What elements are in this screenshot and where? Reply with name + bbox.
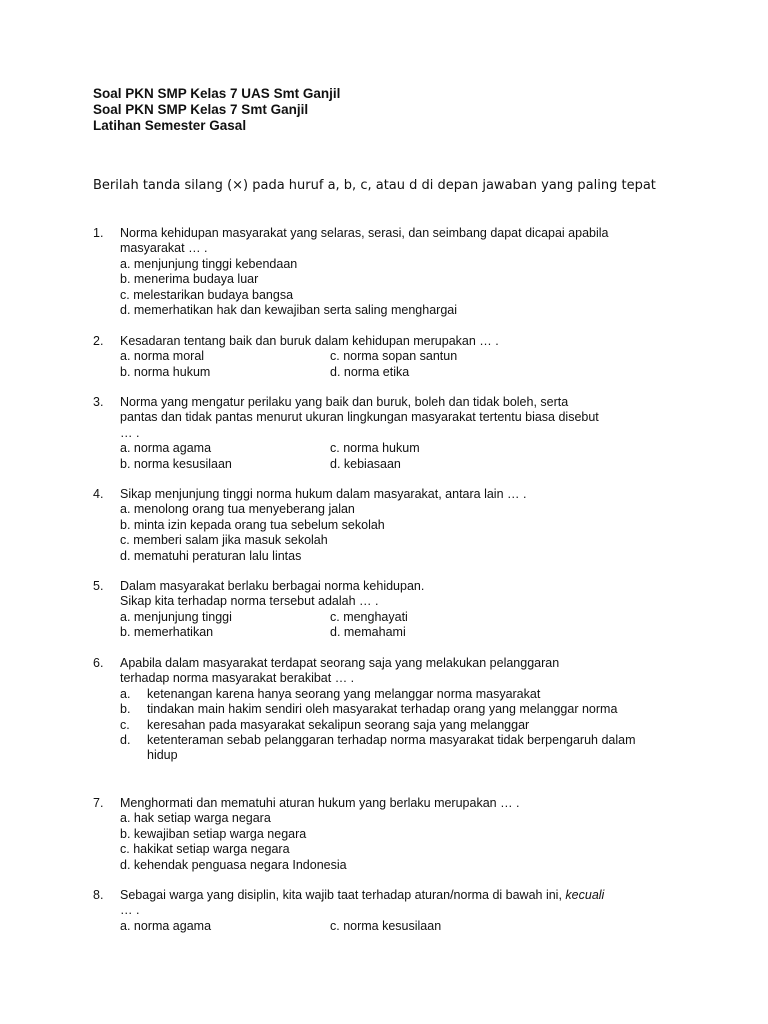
option-a: a. menjunjung tinggi kebendaan <box>120 256 298 271</box>
instruction-text: Berilah tanda silang (×) pada huruf a, b, c, atau d di depan jawaban yang paling tepat <box>93 178 656 193</box>
question-text: Menghormati dan mematuhi aturan hukum yang berlaku merupakan … . <box>120 796 520 810</box>
question-1 <box>93 226 693 318</box>
option-d: d. norma etika <box>330 364 410 379</box>
question-text: … . <box>120 425 140 440</box>
question-5 <box>93 579 693 641</box>
question-number: 7. <box>93 796 104 810</box>
option-b: b. norma kesusilaan <box>120 456 232 471</box>
option-label: c. <box>120 717 130 732</box>
option-d: d. mematuhi peraturan lalu lintas <box>120 548 302 563</box>
header-title-3: Latihan Semester Gasal <box>93 118 247 133</box>
header-title-1: Soal PKN SMP Kelas 7 UAS Smt Ganjil <box>93 86 341 101</box>
option-label: b. <box>120 702 131 717</box>
question-6 <box>93 656 693 764</box>
option-text: ketenteraman sebab pelanggaran terhadap norma masyarakat tidak berpengaruh dalam hidup <box>147 733 636 763</box>
option-c: c. menghayati <box>330 609 408 624</box>
question-text: Kesadaran tentang baik dan buruk dalam kehidupan merupakan … . <box>120 334 499 348</box>
question-text: Dalam masyarakat berlaku berbagai norma kehidupan. <box>120 579 425 593</box>
question-number: 5. <box>93 579 104 593</box>
option-text: tindakan main hakim sendiri oleh masyarakat terhadap orang yang melanggar norma <box>147 702 618 717</box>
option-b: b. norma hukum <box>120 364 211 379</box>
option-a <box>120 687 665 702</box>
option-label: d. <box>120 733 131 748</box>
option-label: a. <box>120 686 131 701</box>
question-4 <box>93 487 693 564</box>
option-d: d. memahami <box>330 625 406 640</box>
option-text: ketenangan karena hanya seorang yang melanggar norma masyarakat <box>147 686 541 701</box>
question-number: 1. <box>93 226 104 240</box>
question-text <box>120 888 693 903</box>
option-b: b. minta izin kepada orang tua sebelum sekolah <box>120 517 385 532</box>
question-number: 6. <box>93 656 104 670</box>
option-a: a. norma agama <box>120 441 212 456</box>
option-a: a. hak setiap warga negara <box>120 811 271 826</box>
question-number: 3. <box>93 395 104 409</box>
question-number: 2. <box>93 334 104 348</box>
option-b: b. kewajiban setiap warga negara <box>120 826 307 841</box>
question-7 <box>93 796 693 873</box>
option-c: c. hakikat setiap warga negara <box>120 842 290 857</box>
option-d: d. kehendak penguasa negara Indonesia <box>120 857 347 872</box>
question-text-emphasis: kecuali <box>565 888 605 902</box>
question-number: 8. <box>93 888 104 902</box>
option-c: c. norma kesusilaan <box>330 918 442 933</box>
option-c: c. norma hukum <box>330 441 420 456</box>
document-header <box>93 86 340 134</box>
option-text: keresahan pada masyarakat sekalipun seorang saja yang melanggar <box>147 717 530 732</box>
question-2 <box>93 334 693 380</box>
option-c: c. memberi salam jika masuk sekolah <box>120 533 328 548</box>
question-text: terhadap norma masyarakat berakibat … . <box>120 671 355 686</box>
option-b <box>120 702 665 717</box>
option-b: b. menerima budaya luar <box>120 272 259 287</box>
option-a: a. norma moral <box>120 349 205 364</box>
option-d <box>120 733 665 764</box>
question-text: … . <box>120 903 140 918</box>
question-text: Apabila dalam masyarakat terdapat seorang saja yang melakukan pelanggaran <box>120 656 560 670</box>
option-b: b. memerhatikan <box>120 625 214 640</box>
question-number: 4. <box>93 487 104 501</box>
question-text: Sikap menjunjung tinggi norma hukum dalam masyarakat, antara lain … . <box>120 487 527 501</box>
question-3 <box>93 395 693 472</box>
option-a: a. norma agama <box>120 918 212 933</box>
header-title-2: Soal PKN SMP Kelas 7 Smt Ganjil <box>93 102 309 117</box>
question-text: Norma kehidupan masyarakat yang selaras, serasi, dan seimbang dapat dicapai apabila <box>120 226 609 240</box>
option-c: c. melestarikan budaya bangsa <box>120 287 294 302</box>
option-c: c. norma sopan santun <box>330 349 458 364</box>
question-8 <box>93 888 693 934</box>
question-text: Norma yang mengatur perilaku yang baik dan buruk, boleh dan tidak boleh, serta <box>120 395 569 409</box>
question-text: Sikap kita terhadap norma tersebut adalah … . <box>120 594 379 609</box>
option-d: d. kebiasaan <box>330 456 401 471</box>
question-text: masyarakat … . <box>120 241 208 256</box>
option-a: a. menjunjung tinggi <box>120 609 232 624</box>
option-d: d. memerhatikan hak dan kewajiban serta saling menghargai <box>120 303 457 318</box>
question-text: pantas dan tidak pantas menurut ukuran lingkungan masyarakat tertentu biasa disebut <box>120 410 599 425</box>
question-text-main: Sebagai warga yang disiplin, kita wajib taat terhadap aturan/norma di bawah ini, <box>120 888 562 902</box>
option-c <box>120 718 665 733</box>
option-a: a. menolong orang tua menyeberang jalan <box>120 502 355 517</box>
